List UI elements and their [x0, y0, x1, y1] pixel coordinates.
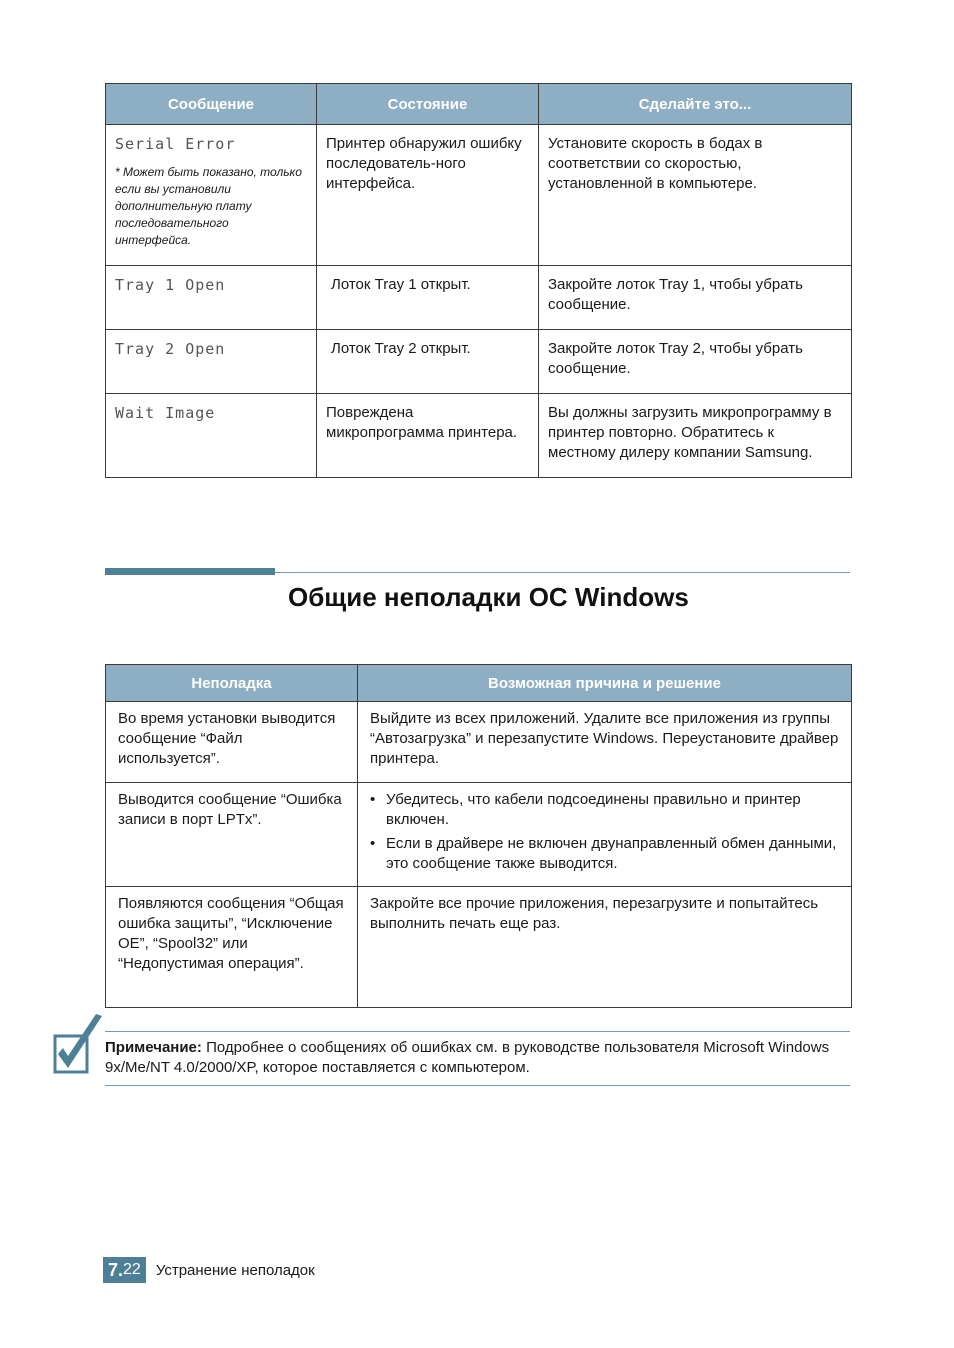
section-divider	[275, 572, 850, 573]
message-cell	[106, 266, 317, 330]
action-cell: Закройте лоток Tray 2, чтобы убрать сообщение.	[539, 330, 852, 394]
page-number: 22	[123, 1261, 141, 1278]
footer-chapter-title: Устранение неполадок	[155, 1261, 315, 1279]
printer-messages-table	[105, 83, 852, 478]
state-cell: Лоток Tray 1 открыт.	[317, 266, 539, 330]
note-bottom-rule	[105, 1085, 850, 1086]
display-message: Wait Image	[115, 404, 216, 422]
state-cell: Принтер обнаружил ошибку последователь-ного интерфейса.	[317, 125, 539, 266]
note-top-rule	[105, 1031, 850, 1032]
message-cell	[106, 394, 317, 478]
action-cell: Вы должны загрузить микропрограмму в принтер повторно. Обратитесь к местному дилеру компании Samsung.	[539, 394, 852, 478]
section-accent-bar	[105, 568, 275, 575]
solution-bullet-list	[370, 790, 839, 874]
page-footer	[103, 1257, 315, 1283]
state-cell: Лоток Tray 2 открыт.	[317, 330, 539, 394]
section-title: Общие неполадки ОС Windows	[288, 582, 689, 612]
table-header-row	[106, 84, 852, 125]
page-number-badge	[103, 1257, 146, 1283]
table-row	[106, 330, 852, 394]
action-cell: Установите скорость в бодах в соответствии со скоростью, установленной в компьютере.	[539, 125, 852, 266]
display-message: Tray 1 Open	[115, 276, 226, 294]
column-header-action: Сделайте это...	[539, 84, 852, 125]
column-header-problem: Неполадка	[106, 665, 358, 702]
message-footnote: * Может быть показано, только если вы установили дополнительную плату последовательного интерфейса.	[115, 165, 302, 247]
problem-cell: Во время установки выводится сообщение “Файл используется”.	[106, 702, 358, 783]
chapter-number: 7.	[108, 1259, 124, 1280]
list-item: • Если в драйвере не включен двунаправленный обмен данными, это сообщение также выводится.	[370, 834, 839, 874]
display-message: Serial Error	[115, 135, 236, 153]
state-cell: Повреждена микропрограмма принтера.	[317, 394, 539, 478]
table-row	[106, 783, 852, 887]
column-header-message: Сообщение	[106, 84, 317, 125]
table-row	[106, 394, 852, 478]
message-cell	[106, 330, 317, 394]
table-row	[106, 125, 852, 266]
table-row	[106, 702, 852, 783]
column-header-state: Состояние	[317, 84, 539, 125]
solution-cell: Закройте все прочие приложения, перезагрузите и попытайтесь выполнить печать еще раз.	[358, 887, 852, 1008]
solution-cell	[358, 783, 852, 887]
column-header-solution: Возможная причина и решение	[358, 665, 852, 702]
note-paragraph	[105, 1038, 850, 1078]
solution-cell: Выйдите из всех приложений. Удалите все приложения из группы “Автозагрузка” и перезапустите Windows. Переустановите драйвер принтера.	[358, 702, 852, 783]
action-cell: Закройте лоток Tray 1, чтобы убрать сообщение.	[539, 266, 852, 330]
message-cell	[106, 125, 317, 266]
windows-problems-table	[105, 664, 852, 1008]
problem-cell: Появляются сообщения “Общая ошибка защиты”, “Исключение OE”, “Spool32” или “Недопустимая операция”.	[106, 887, 358, 1008]
problem-cell: Выводится сообщение “Ошибка записи в порт LPTx”.	[106, 783, 358, 887]
table-row	[106, 887, 852, 1008]
display-message: Tray 2 Open	[115, 340, 226, 358]
note-label: Примечание:	[105, 1039, 202, 1056]
list-item: • Убедитесь, что кабели подсоединены правильно и принтер включен.	[370, 790, 839, 830]
table-header-row	[106, 665, 852, 702]
note-body: Подробнее о сообщениях об ошибках см. в руководстве пользователя Microsoft Windows 9x/Me/NT 4.0/2000/XP, которое поставляется с компьютером.	[105, 1039, 830, 1076]
table-row	[106, 266, 852, 330]
checkmark-note-icon	[52, 1012, 106, 1076]
